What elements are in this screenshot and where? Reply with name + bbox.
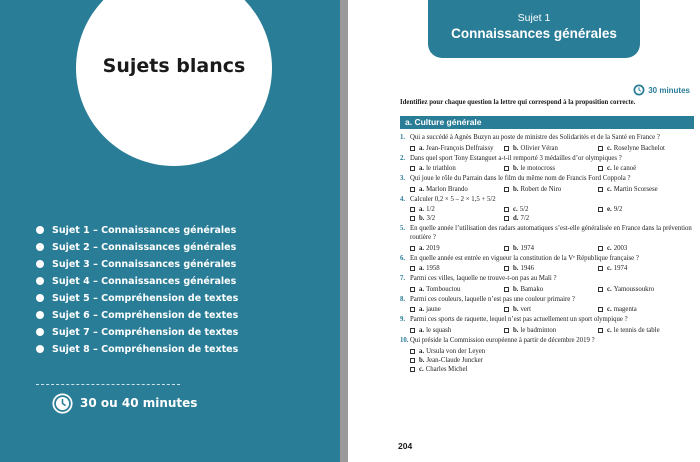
option-text: le squash bbox=[426, 326, 452, 334]
question-item bbox=[400, 275, 694, 294]
answer-checkbox[interactable] bbox=[504, 146, 509, 151]
answer-checkbox[interactable] bbox=[598, 166, 603, 171]
question-item bbox=[400, 255, 694, 274]
question-label: En quelle année est entrée en vigueur la constitution de la Vᵉ République française ? bbox=[410, 254, 639, 262]
question-item bbox=[400, 337, 694, 374]
answer-options bbox=[400, 185, 694, 194]
option-text: Charles Michel bbox=[425, 365, 468, 373]
answer-option[interactable] bbox=[410, 264, 504, 273]
answer-checkbox[interactable] bbox=[504, 307, 509, 312]
answer-checkbox[interactable] bbox=[410, 307, 415, 312]
question-item bbox=[400, 155, 694, 174]
answer-option[interactable] bbox=[598, 326, 692, 335]
answer-option[interactable] bbox=[410, 285, 504, 294]
subject-item: Sujet 3 – Connaissances générales bbox=[36, 256, 238, 273]
clock-icon bbox=[52, 393, 73, 414]
answer-checkbox[interactable] bbox=[598, 307, 603, 312]
question-number: 4. bbox=[400, 195, 406, 203]
answer-options bbox=[400, 244, 694, 253]
question-item bbox=[400, 316, 694, 335]
title-circle bbox=[76, 0, 272, 166]
answer-checkbox[interactable] bbox=[410, 187, 415, 192]
option-letter: a. bbox=[419, 347, 425, 355]
answer-option[interactable] bbox=[410, 214, 504, 223]
option-letter: a. bbox=[419, 326, 425, 334]
duration-label: 30 ou 40 minutes bbox=[80, 396, 198, 410]
answer-checkbox[interactable] bbox=[410, 207, 415, 212]
answer-checkbox[interactable] bbox=[598, 146, 603, 151]
question-item bbox=[400, 196, 694, 224]
option-text: Bamako bbox=[520, 285, 544, 293]
option-text: Roselyne Bachelot bbox=[613, 144, 665, 152]
section-heading: a. Culture générale bbox=[400, 116, 694, 129]
subject-item: Sujet 2 – Connaissances générales bbox=[36, 239, 238, 256]
subject-item: Sujet 7 – Compréhension de textes bbox=[36, 324, 238, 341]
question-label: Parmi ces couleurs, laquelle n’est pas une couleur primaire ? bbox=[410, 295, 575, 303]
subject-header bbox=[428, 0, 640, 58]
question-number: 9. bbox=[400, 316, 406, 324]
option-text: 1946 bbox=[520, 265, 535, 273]
option-letter: a. bbox=[419, 144, 425, 152]
answer-options bbox=[400, 264, 694, 273]
answer-option[interactable] bbox=[410, 326, 504, 335]
answer-option[interactable] bbox=[504, 244, 598, 253]
answer-checkbox[interactable] bbox=[504, 207, 509, 212]
question-label: Parmi ces sports de raquette, lequel n’est pas actuellement un sport olympique ? bbox=[410, 316, 628, 324]
option-letter: e. bbox=[607, 206, 612, 214]
option-text: 9/2 bbox=[613, 206, 623, 214]
question-label: En quelle année l’utilisation des radars automatiques s’est-elle généralisée en France dans la prévention routière ? bbox=[410, 225, 692, 241]
answer-options bbox=[400, 326, 694, 335]
option-text: Yamoussoukro bbox=[613, 285, 655, 293]
option-letter: a. bbox=[419, 165, 425, 173]
answer-option[interactable] bbox=[504, 164, 598, 173]
question-number: 6. bbox=[400, 254, 406, 262]
question-label: Qui a succédé à Agnès Buzyn au poste de ministre des Solidarités et de la Santé en France ? bbox=[410, 134, 660, 141]
answer-option[interactable] bbox=[504, 144, 598, 153]
option-letter: a. bbox=[419, 265, 425, 273]
option-letter: a. bbox=[419, 185, 425, 193]
option-text: 1/2 bbox=[426, 206, 435, 214]
question-number: 10. bbox=[400, 336, 409, 344]
option-text: 2003 bbox=[613, 244, 628, 252]
question-text bbox=[400, 225, 694, 242]
dashed-divider bbox=[36, 384, 180, 385]
answer-checkbox[interactable] bbox=[598, 328, 603, 333]
option-letter: b. bbox=[513, 265, 519, 273]
subject-item: Sujet 1 – Connaissances générales bbox=[36, 222, 238, 239]
option-letter: b. bbox=[513, 244, 519, 252]
answer-option[interactable] bbox=[598, 264, 692, 273]
option-letter: c. bbox=[607, 306, 612, 314]
option-letter: c. bbox=[607, 326, 612, 334]
option-letter: a. bbox=[419, 306, 425, 314]
option-text: 1958 bbox=[426, 265, 440, 273]
answer-option[interactable] bbox=[410, 185, 504, 194]
question-label: Qui joue le rôle du Parrain dans le film du même nom de Francis Ford Coppola ? bbox=[410, 175, 631, 183]
timer-label: 30 minutes bbox=[648, 85, 690, 95]
question-text bbox=[400, 275, 694, 284]
option-text: le tennis de table bbox=[613, 326, 660, 334]
answer-option[interactable] bbox=[410, 205, 504, 214]
answer-checkbox[interactable] bbox=[504, 287, 509, 292]
answer-checkbox[interactable] bbox=[410, 216, 415, 221]
answer-checkbox[interactable] bbox=[410, 328, 415, 333]
question-text bbox=[400, 316, 694, 325]
answer-option[interactable] bbox=[410, 244, 504, 253]
answer-option[interactable] bbox=[410, 347, 610, 356]
right-page bbox=[348, 0, 700, 462]
option-letter: c. bbox=[513, 206, 518, 214]
answer-option[interactable] bbox=[504, 185, 598, 194]
option-text: 3/2 bbox=[426, 215, 436, 223]
question-text bbox=[400, 155, 694, 164]
option-letter: d. bbox=[513, 215, 519, 223]
question-number: 7. bbox=[400, 275, 406, 283]
question-number: 2. bbox=[400, 154, 406, 162]
question-number: 1. bbox=[400, 134, 406, 141]
option-letter: c. bbox=[607, 244, 612, 252]
option-text: le canoë bbox=[613, 165, 637, 173]
option-letter: b. bbox=[419, 215, 425, 223]
answer-option[interactable] bbox=[598, 285, 692, 294]
option-letter: a. bbox=[419, 285, 425, 293]
option-letter: b. bbox=[513, 144, 519, 152]
option-text: Ursula von der Leyen bbox=[426, 347, 486, 355]
answer-option[interactable] bbox=[598, 244, 692, 253]
answer-checkbox[interactable] bbox=[598, 246, 603, 251]
question-item bbox=[400, 225, 694, 252]
option-text: 1974 bbox=[613, 265, 628, 273]
question-list bbox=[400, 134, 694, 376]
option-text: 7/2 bbox=[520, 215, 530, 223]
question-label: Dans quel sport Tony Estanguet a-t-il remporté 3 médailles d’or olympiques ? bbox=[410, 154, 622, 162]
answer-option[interactable] bbox=[504, 326, 598, 335]
duration-badge bbox=[52, 392, 197, 414]
answer-checkbox[interactable] bbox=[410, 358, 415, 363]
question-text bbox=[400, 337, 694, 346]
answer-checkbox[interactable] bbox=[598, 287, 603, 292]
question-text bbox=[400, 255, 694, 264]
answer-checkbox[interactable] bbox=[410, 367, 415, 372]
option-letter: b. bbox=[513, 306, 519, 314]
answer-option[interactable] bbox=[598, 205, 692, 214]
subject-list bbox=[36, 222, 238, 358]
answer-option[interactable] bbox=[410, 164, 504, 173]
question-text bbox=[400, 134, 694, 143]
question-item bbox=[400, 134, 694, 153]
option-letter: c. bbox=[419, 365, 424, 373]
answer-option[interactable] bbox=[410, 365, 610, 374]
answer-options bbox=[400, 164, 694, 173]
question-number: 5. bbox=[400, 225, 406, 233]
subject-item: Sujet 6 – Compréhension de textes bbox=[36, 307, 238, 324]
answer-option[interactable] bbox=[410, 305, 504, 314]
option-letter: b. bbox=[419, 356, 425, 364]
instruction-text: Identifiez pour chaque question la lettre qui correspond à la proposition correcte. bbox=[400, 99, 636, 106]
answer-checkbox[interactable] bbox=[410, 349, 415, 354]
option-letter: c. bbox=[607, 285, 612, 293]
option-letter: c. bbox=[607, 185, 612, 193]
option-text: Jean-Claude Juncker bbox=[426, 356, 483, 364]
answer-options bbox=[400, 285, 694, 294]
option-text: 1974 bbox=[520, 244, 535, 252]
question-text bbox=[400, 196, 694, 205]
question-label: Qui préside la Commission européenne à partir de décembre 2019 ? bbox=[410, 336, 595, 344]
option-text: Martin Scorsese bbox=[613, 185, 658, 193]
answer-option[interactable] bbox=[410, 356, 610, 365]
answer-checkbox[interactable] bbox=[410, 146, 415, 151]
timer-badge bbox=[633, 84, 690, 96]
question-label: Parmi ces villes, laquelle ne trouve-t-on pas au Mali ? bbox=[410, 275, 557, 283]
answer-options bbox=[400, 144, 694, 153]
subject-number: Sujet 1 bbox=[517, 12, 551, 24]
option-letter: a. bbox=[419, 244, 425, 252]
left-page-title: Sujets blancs bbox=[102, 55, 246, 77]
option-text: 2019 bbox=[426, 244, 440, 252]
answer-checkbox[interactable] bbox=[504, 187, 509, 192]
answer-option[interactable] bbox=[504, 305, 598, 314]
option-letter: c. bbox=[607, 165, 612, 173]
option-text: Robert de Niro bbox=[520, 185, 562, 193]
option-text: le triathlon bbox=[426, 165, 456, 173]
answer-checkbox[interactable] bbox=[504, 266, 509, 271]
subject-title: Connaissances générales bbox=[451, 26, 617, 41]
option-text: Olivier Véran bbox=[520, 144, 558, 152]
option-text: le badminton bbox=[520, 326, 557, 334]
option-letter: c. bbox=[607, 144, 612, 152]
answer-options bbox=[400, 347, 694, 374]
answer-checkbox[interactable] bbox=[598, 187, 603, 192]
answer-checkbox[interactable] bbox=[504, 328, 509, 333]
option-letter: c. bbox=[607, 265, 612, 273]
answer-checkbox[interactable] bbox=[504, 216, 509, 221]
option-text: magenta bbox=[613, 306, 637, 314]
option-letter: b. bbox=[513, 185, 519, 193]
answer-options bbox=[400, 305, 694, 314]
answer-option[interactable] bbox=[504, 264, 598, 273]
option-text: Jean-François Delfraissy bbox=[426, 144, 494, 152]
question-item bbox=[400, 175, 694, 194]
subject-item: Sujet 4 – Connaissances générales bbox=[36, 273, 238, 290]
option-letter: b. bbox=[513, 326, 519, 334]
answer-option[interactable] bbox=[598, 144, 692, 153]
answer-option[interactable] bbox=[504, 205, 598, 214]
answer-checkbox[interactable] bbox=[598, 207, 603, 212]
answer-checkbox[interactable] bbox=[504, 166, 509, 171]
subject-item: Sujet 5 – Compréhension de textes bbox=[36, 290, 238, 307]
option-text: vert bbox=[520, 306, 532, 314]
answer-option[interactable] bbox=[598, 305, 692, 314]
answer-checkbox[interactable] bbox=[504, 246, 509, 251]
option-letter: a. bbox=[419, 206, 425, 214]
answer-option[interactable] bbox=[598, 164, 692, 173]
answer-options bbox=[400, 205, 694, 223]
answer-option[interactable] bbox=[410, 144, 504, 153]
option-text: le motocross bbox=[520, 165, 556, 173]
answer-checkbox[interactable] bbox=[410, 266, 415, 271]
option-text: Marlon Brando bbox=[426, 185, 468, 193]
option-text: 5/2 bbox=[519, 206, 529, 214]
page-number: 204 bbox=[398, 441, 413, 451]
question-item bbox=[400, 296, 694, 315]
question-number: 3. bbox=[400, 175, 406, 183]
left-page bbox=[0, 0, 340, 462]
clock-icon bbox=[633, 84, 645, 96]
answer-checkbox[interactable] bbox=[598, 266, 603, 271]
option-text: jaune bbox=[426, 306, 441, 314]
question-number: 8. bbox=[400, 295, 406, 303]
subject-item: Sujet 8 – Compréhension de textes bbox=[36, 341, 238, 358]
answer-option[interactable] bbox=[598, 185, 692, 194]
answer-checkbox[interactable] bbox=[410, 166, 415, 171]
option-letter: b. bbox=[513, 285, 519, 293]
option-text: Tombouctou bbox=[426, 285, 461, 293]
answer-checkbox[interactable] bbox=[410, 287, 415, 292]
question-label: Calculer 0,2 × 5 – 2 × 1,5 + 5/2 bbox=[410, 195, 496, 203]
option-letter: b. bbox=[513, 165, 519, 173]
answer-checkbox[interactable] bbox=[410, 246, 415, 251]
answer-option[interactable] bbox=[504, 214, 598, 223]
question-text bbox=[400, 296, 694, 305]
question-text bbox=[400, 175, 694, 184]
answer-option[interactable] bbox=[504, 285, 598, 294]
